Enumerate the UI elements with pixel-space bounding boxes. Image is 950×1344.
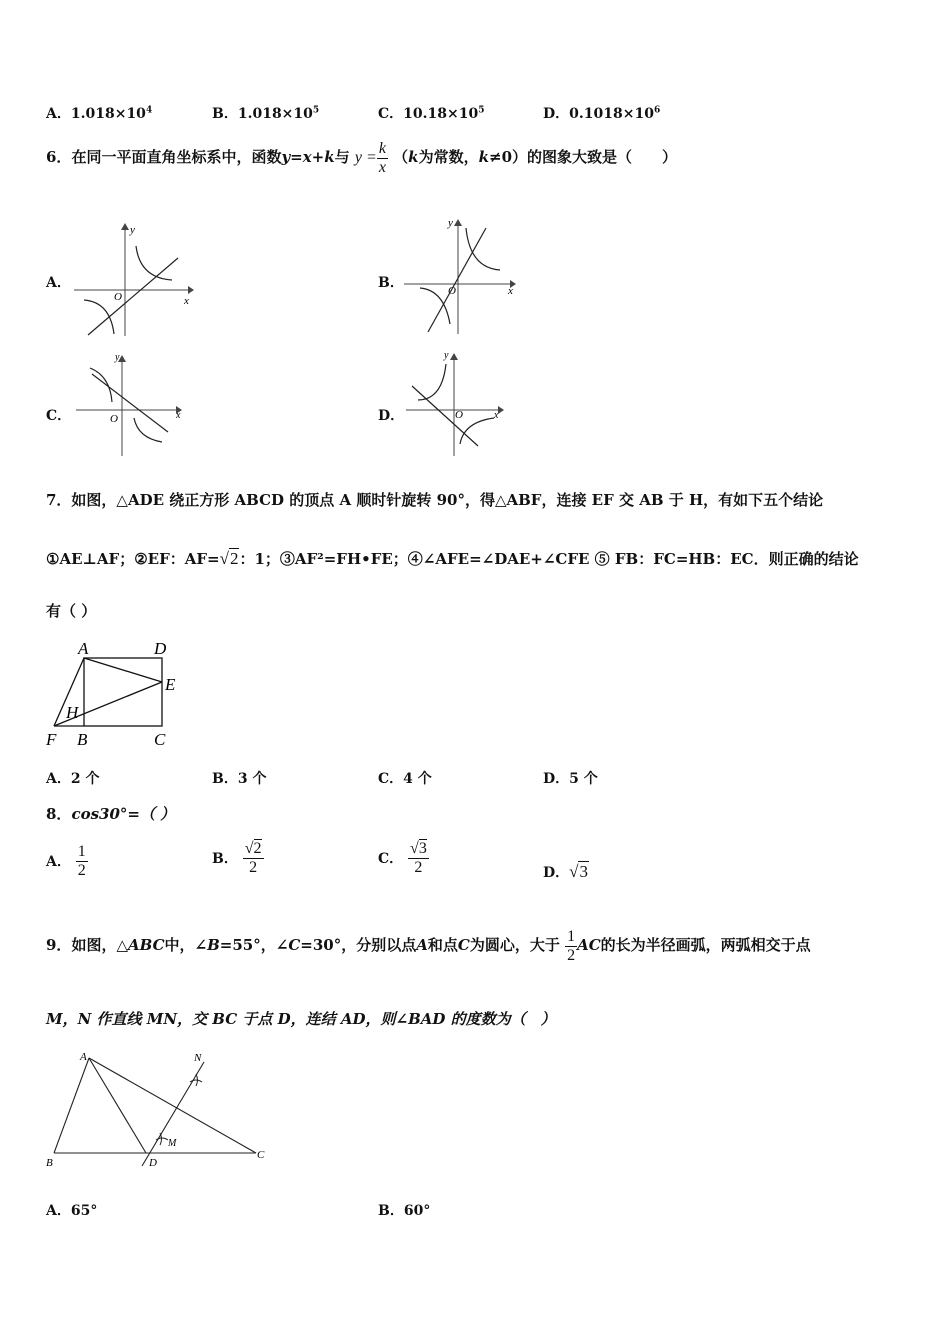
q7-stem-line2: ①AE⊥AF；②EF：AF=√2：1；③AF²=FH•FE；④∠AFE=∠DAE+∠CFE ⑤ FB：FC=HB：EC．则正确的结论 [46,549,859,568]
svg-text:y: y [115,352,120,363]
q9-option-a[interactable]: A．65° [46,1203,98,1219]
q9-half: $\frac{1}{2}$ [567,928,576,964]
q8-option-c[interactable]: C． $\frac{√3}{2}$ [378,840,427,876]
svg-text:x: x [494,410,499,421]
svg-text:F: F [46,730,57,749]
q7-option-d[interactable]: D．5 个 [543,771,598,787]
svg-text:A: A [78,639,89,658]
q6-stem: 6．在同一平面直角坐标系中，函数y=x+k与 y = $\frac{k}{x}$ （k为常数，k≠0）的图象大致是（ ） [46,140,678,176]
q7-option-c[interactable]: C．4 个 [378,771,432,787]
svg-text:N: N [194,1052,202,1064]
svg-text:x: x [184,295,189,307]
q7-option-b[interactable]: B．3 个 [212,771,267,787]
svg-text:C: C [154,730,166,749]
q6-option-d-label[interactable]: D． [378,408,405,424]
q7-stem-line1: 7．如图，△ADE 绕正方形 ABCD 的顶点 A 顺时针旋转 90°，得△ABF，连接 EF 交 AB 于 H，有如下五个结论 [46,491,824,509]
svg-text:O: O [110,413,118,425]
q9-option-b[interactable]: B．60° [378,1203,431,1219]
q7-figure [44,636,189,751]
svg-text:O: O [114,291,122,303]
svg-text:x: x [176,410,181,421]
svg-text:O: O [455,409,463,421]
q6-fraction: $\frac{k}{x}$ [378,140,386,176]
q9-stem-line1: 9．如图，△ABC中，∠B=55°，∠C=30°，分别以点A和点C为圆心，大于 $\frac{1}{2}$ AC的长为半径画弧，两弧相交于点 [46,928,811,964]
q7-option-a[interactable]: A．2 个 [46,771,100,787]
q9-stem-line2: M，N 作直线 MN，交 BC 于点 D，连结 AD，则∠BAD 的度数为（ ） [46,1010,556,1028]
svg-text:x: x [508,285,513,297]
svg-text:O: O [448,285,456,297]
svg-text:B: B [77,730,88,749]
svg-text:A: A [80,1051,87,1063]
q5-option-a[interactable]: A．$1.018\times 10^4$ [46,105,153,122]
svg-text:y: y [444,350,449,361]
svg-text:B: B [46,1157,53,1169]
q7-sqrt2: √2 [219,549,239,568]
q6-graph-b[interactable] [400,214,520,336]
svg-text:y: y [130,224,135,236]
q5-option-d[interactable]: D．$0.1018\times 10^6$ [543,105,661,122]
svg-text:y: y [448,217,453,229]
svg-text:E: E [165,675,176,694]
q5-option-b[interactable]: B．$1.018\times 10^5$ [212,105,320,122]
q6-option-c-label[interactable]: C． [46,408,72,424]
q8-option-b[interactable]: B． $\frac{√2}{2}$ [212,840,262,876]
q5-option-c[interactable]: C．$10.18\times 10^5$ [378,105,485,122]
svg-text:M: M [168,1138,177,1149]
q6-graph-d[interactable] [402,346,514,458]
svg-text:D: D [149,1157,157,1169]
q8-option-d[interactable]: D．√3 [543,862,588,881]
q6-option-b-label[interactable]: B． [378,275,404,291]
q6-graph-a[interactable] [70,220,195,338]
q7-stem-line3: 有（ ） [46,602,97,620]
svg-text:D: D [154,639,167,658]
svg-text:H: H [66,703,79,722]
q9-figure [44,1048,274,1173]
q8-option-a[interactable]: A． $\frac{1}{2}$ [46,843,86,879]
svg-text:C: C [257,1149,265,1161]
q8-stem: 8．cos30°=（ ） [46,805,176,823]
q6-option-a-label[interactable]: A． [46,275,71,291]
q6-graph-c[interactable] [72,350,192,458]
